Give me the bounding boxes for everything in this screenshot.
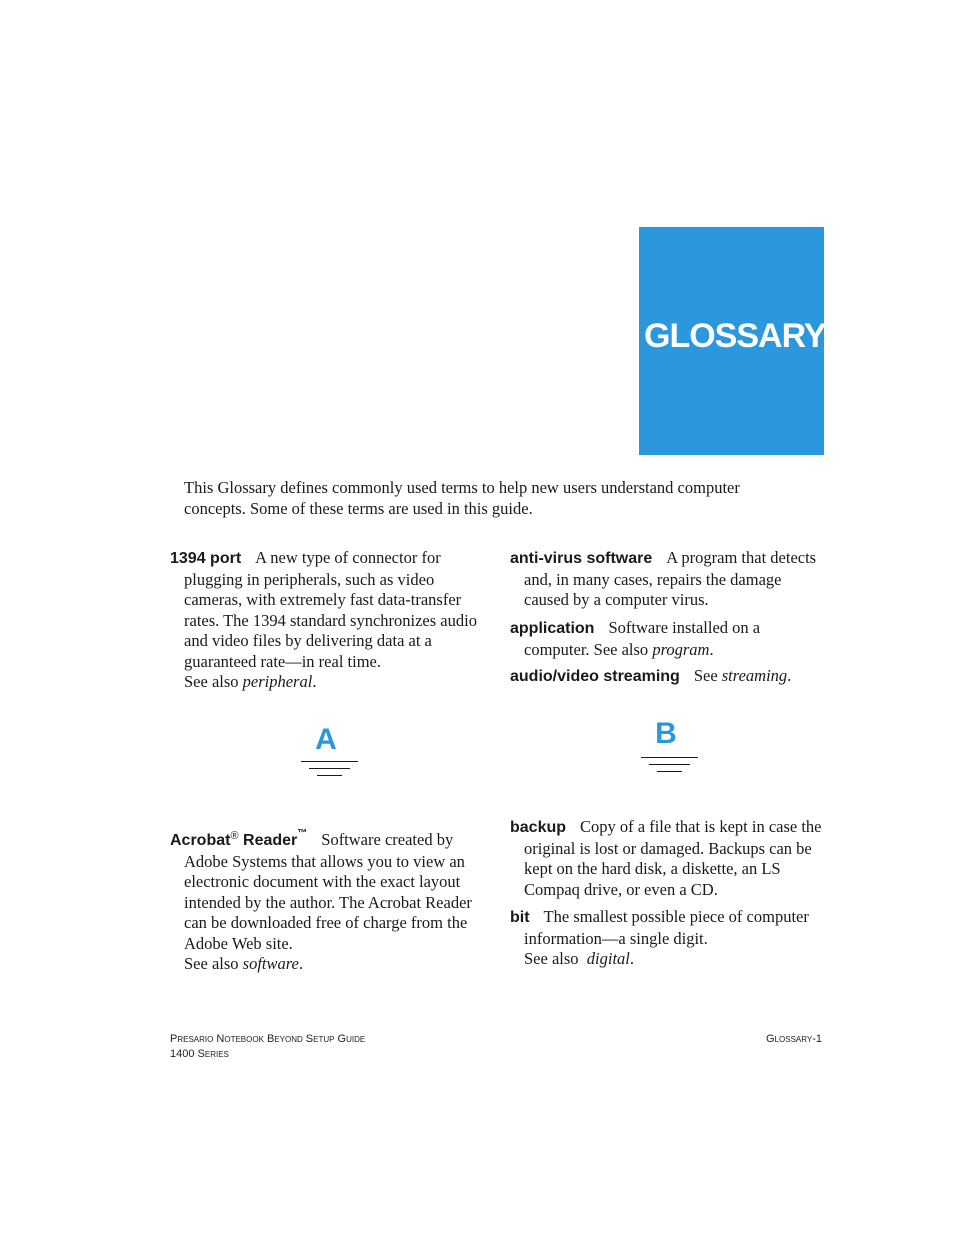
- section-letter-b: B: [655, 717, 677, 750]
- entry-term: 1394 port: [170, 550, 242, 567]
- see-also-term: software: [242, 954, 299, 973]
- section-a-rule: [317, 775, 342, 776]
- intro-paragraph: This Glossary defines commonly used terms to help new users understand computer concepts. Some of these terms are used in this guide.: [184, 478, 740, 518]
- section-b-rule: [657, 771, 682, 772]
- entry-term: application: [510, 620, 595, 637]
- entry-see-also: See also software.: [184, 954, 304, 973]
- glossary-entry-acrobat-reader: [170, 830, 494, 975]
- entry-definition: The smallest possible piece of computer information—a single digit.: [524, 907, 809, 948]
- section-letter-a: A: [315, 723, 337, 756]
- entry-definition: See: [693, 666, 722, 685]
- entry-term: backup: [510, 819, 567, 836]
- footer-page-number: Glossary-1: [766, 1033, 822, 1045]
- footer-left: [170, 1032, 365, 1062]
- chapter-title: GLOSSARY: [644, 317, 826, 355]
- entry-see-also: See also peripheral.: [184, 672, 317, 691]
- entry-definition: Copy of a file that is kept in case the original is lost or damaged. Backups can be kept on the hard disk, a diskette, an LS Compaq drive, or even a CD.: [524, 817, 822, 899]
- see-also-term: peripheral: [242, 672, 313, 691]
- entry-definition: A program that detects and, in many cases, repairs the damage caused by a computer virus.: [524, 548, 817, 609]
- section-a-rule: [301, 761, 358, 762]
- entry-term: audio/video streaming: [510, 668, 680, 685]
- section-b-rule: [649, 764, 690, 765]
- entry-definition: A new type of connector for plugging in peripherals, such as video cameras, with extremely fast data-transfer rates. The 1394 standard synchronizes audio and video files by delivering data at a guaranteed rate—in real time.: [184, 548, 477, 671]
- entry-see-also: See also digital.: [524, 949, 634, 968]
- registered-mark: ®: [230, 830, 239, 842]
- entry-definition: Software created by Adobe Systems that allows you to view an electronic document with the exact layout intended by the author. The Acrobat Reader can be downloaded free of charge from the Adobe Web site.: [184, 830, 472, 953]
- glossary-entry-audio-video-streaming: audio/video streaming See streaming.: [510, 666, 792, 685]
- glossary-entry-bit: [510, 907, 820, 970]
- trademark-mark: ™: [297, 828, 308, 839]
- glossary-entry-backup: [510, 817, 834, 900]
- footer-series: 1400 Series: [170, 1048, 229, 1060]
- glossary-entry-1394-port: [170, 548, 494, 693]
- see-also-term: digital: [586, 949, 630, 968]
- entry-term: Acrobat® Reader™: [170, 828, 308, 849]
- see-also-term: streaming: [721, 666, 788, 685]
- section-b-rule: [641, 757, 698, 758]
- footer-guide-title: Presario Notebook Beyond Setup Guide: [170, 1033, 366, 1045]
- glossary-entry-anti-virus-software: [510, 548, 820, 611]
- entry-term: bit: [510, 909, 530, 926]
- see-also-term: program: [652, 639, 710, 659]
- entry-term: anti-virus software: [510, 550, 653, 567]
- entry-definition: Software installed on a computer. See also: [524, 618, 761, 659]
- glossary-entry-application: application Software installed on a computer. See also program.: [510, 618, 761, 659]
- section-a-rule: [309, 768, 350, 769]
